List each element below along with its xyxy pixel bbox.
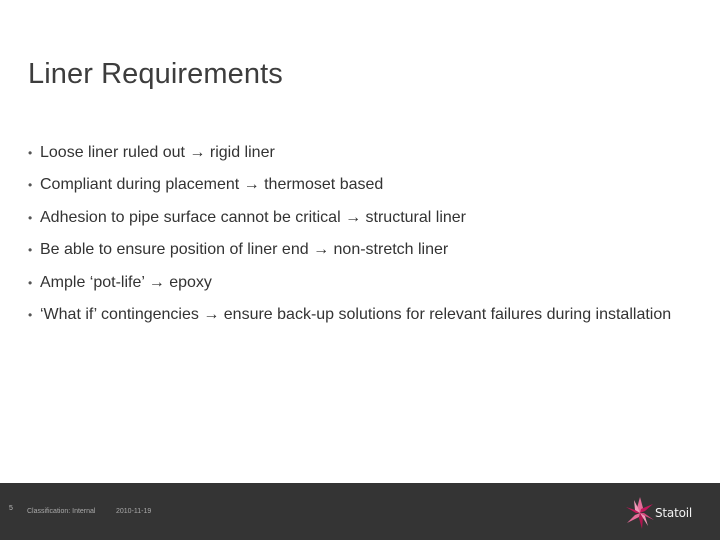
bullet-text: Loose liner ruled out → rigid liner (40, 144, 275, 161)
statoil-logo-text: Statoil (655, 506, 692, 520)
date-label: 2010-11-19 (116, 508, 152, 515)
bullet-item (28, 173, 688, 197)
bullet-item (28, 303, 688, 327)
bullet-item (28, 271, 688, 295)
bullet-dot: • (28, 210, 33, 225)
statoil-logo (624, 495, 694, 531)
slide-footer (0, 483, 720, 540)
bullet-dot: • (28, 243, 33, 258)
bullet-list (28, 141, 688, 335)
classification-label: Classification: Internal (27, 508, 96, 515)
bullet-dot: • (28, 307, 33, 322)
bullet-text: Be able to ensure position of liner end → non-stretch liner (40, 241, 449, 259)
slide-title: Liner Requirements (28, 58, 283, 90)
bullet-item (28, 238, 688, 262)
statoil-star-logo-icon (624, 495, 658, 531)
bullet-text: ‘What if’ contingencies → ensure back-up solutions for relevant failures during installation (40, 305, 672, 323)
page-number: 5 (9, 505, 13, 512)
bullet-text: Adhesion to pipe surface cannot be critical → structural liner (40, 208, 466, 226)
bullet-text: Compliant during placement → thermoset based (40, 176, 384, 194)
bullet-item (28, 206, 688, 230)
bullet-item (28, 141, 688, 165)
bullet-text: Ample ‘pot-life’ → epoxy (40, 273, 212, 291)
bullet-dot: • (28, 146, 33, 160)
bullet-dot: • (28, 275, 33, 290)
bullet-dot: • (28, 178, 33, 193)
